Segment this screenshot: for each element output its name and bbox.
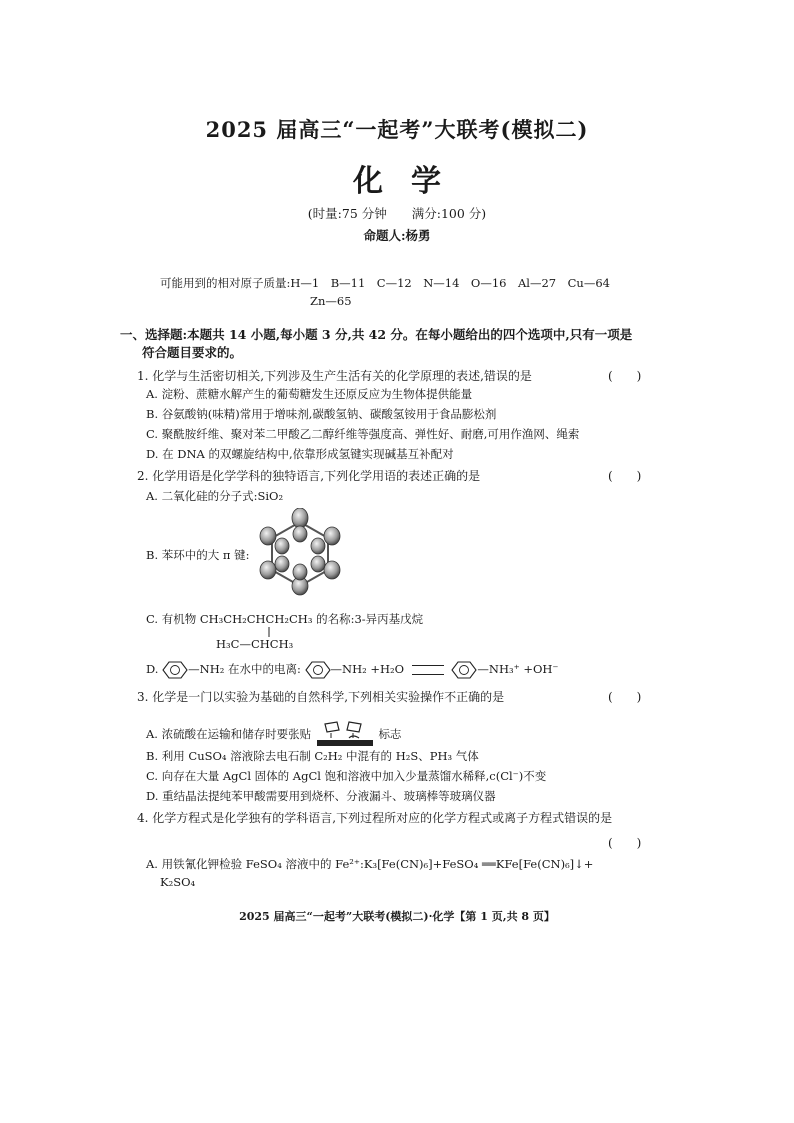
question-3-option-b: B. 利用 CuSO₄ 溶液除去电石制 C₂H₂ 中混有的 H₂S、PH₃ 气体 xyxy=(146,749,479,763)
question-3-option-a xyxy=(146,720,401,750)
benzene-ring-icon xyxy=(451,661,477,679)
question-1-stem: 1. 化学与生活密切相关,下列涉及生产生活有关的化学原理的表述,错误的是 xyxy=(137,369,532,383)
section-heading xyxy=(120,326,660,362)
question-4-stem: 4. 化学方程式是化学独有的学科语言,下列过程所对应的化学方程式或离子方程式错误的是 xyxy=(137,811,613,825)
question-1-option-b: B. 谷氨酸钠(味精)常用于增味剂,碳酸氢钠、碳酸氢铵用于食品膨松剂 xyxy=(146,407,497,421)
option-d-label: D. xyxy=(146,662,159,676)
question-3-option-c: C. 向存在大量 AgCl 固体的 AgCl 饱和溶液中加入少量蒸馏水稀释,c(Cl⁻)不变 xyxy=(146,769,547,783)
question-2-option-c: C. 有机物 CH₃CH₂CHCH₂CH₃ 的名称:3-异丙基戊烷 xyxy=(146,612,424,626)
benzene-pi-bond-model xyxy=(252,508,348,596)
plus-water: +H₂O xyxy=(370,662,405,676)
question-2-answer-paren: ( ) xyxy=(608,469,642,483)
question-4-option-a: A. 用铁氰化钾检验 FeSO₄ 溶液中的 Fe²⁺:K₃[Fe(CN)₆]+FeSO₄ ══KFe[Fe(CN)₆]↓+ xyxy=(146,857,594,871)
amino-group: —NH₂ xyxy=(330,662,367,676)
time-info: (时量:75 分钟 满分:100 分) xyxy=(307,206,487,221)
question-3-stem: 3. 化学是一门以实验为基础的自然科学,下列相关实验操作不正确的是 xyxy=(137,690,505,704)
question-1-option-d: D. 在 DNA 的双螺旋结构中,依靠形成氢键实现碱基互补配对 xyxy=(146,447,454,461)
equilibrium-arrow xyxy=(412,665,444,675)
option-a-text: A. 浓硫酸在运输和储存时要张贴 xyxy=(146,727,312,741)
question-4-option-a-cont: K₂SO₄ xyxy=(160,875,196,889)
atomic-masses-line2: Zn—65 xyxy=(310,294,352,308)
section-heading-line2: 符合题目要求的。 xyxy=(142,345,243,360)
benzene-ring-icon xyxy=(162,661,188,679)
anilinium-group: —NH₃⁺ xyxy=(477,662,520,676)
amino-group: —NH₂ xyxy=(188,662,225,676)
question-2-option-d xyxy=(146,660,559,679)
question-1-option-c: C. 聚酰胺纤维、聚对苯二甲酸乙二醇纤维等强度高、弹性好、耐磨,可用作渔网、绳索 xyxy=(146,427,580,441)
option-a-text-end: 标志 xyxy=(378,727,402,741)
question-2-stem: 2. 化学用语是化学学科的独特语言,下列化学用语的表述正确的是 xyxy=(137,469,481,483)
question-4-answer-paren: ( ) xyxy=(608,836,642,850)
question-3-answer-paren: ( ) xyxy=(608,690,642,704)
ionization-label: 在水中的电离: xyxy=(227,662,301,676)
hydroxide: +OH⁻ xyxy=(523,662,559,676)
question-3-option-d: D. 重结晶法提纯苯甲酸需要用到烧杯、分液漏斗、玻璃棒等玻璃仪器 xyxy=(146,789,496,803)
question-2-option-c-branch: H₃C—CHCH₃ xyxy=(216,637,294,651)
question-2-option-a: A. 二氧化硅的分子式:SiO₂ xyxy=(146,489,284,503)
question-1-option-a: A. 淀粉、蔗糖水解产生的葡萄糖发生还原反应为生物体提供能量 xyxy=(146,387,473,401)
page-footer: 2025 届高三“一起考”大联考(模拟二)·化学【第 1 页,共 8 页】 xyxy=(239,910,555,923)
section-heading-line1: 一、选择题:本题共 14 小题,每小题 3 分,共 42 分。在每小题给出的四个选项中,只有一项是 xyxy=(120,327,633,342)
question-2-option-b: B. 苯环中的大 π 键: xyxy=(146,548,250,562)
question-1-answer-paren: ( ) xyxy=(608,369,642,383)
exam-title: 2025 届高三“一起考”大联考(模拟二) xyxy=(205,117,589,142)
benzene-ring-icon xyxy=(305,661,331,679)
author: 命题人:杨勇 xyxy=(363,228,431,243)
atomic-masses-line1: 可能用到的相对原子质量:H—1 B—11 C—12 N—14 O—16 Al—27 Cu—64 xyxy=(160,276,610,290)
corrosive-hazard-icon xyxy=(315,720,375,750)
atomic-masses xyxy=(160,274,650,310)
subject-title: 化学 xyxy=(353,164,469,199)
